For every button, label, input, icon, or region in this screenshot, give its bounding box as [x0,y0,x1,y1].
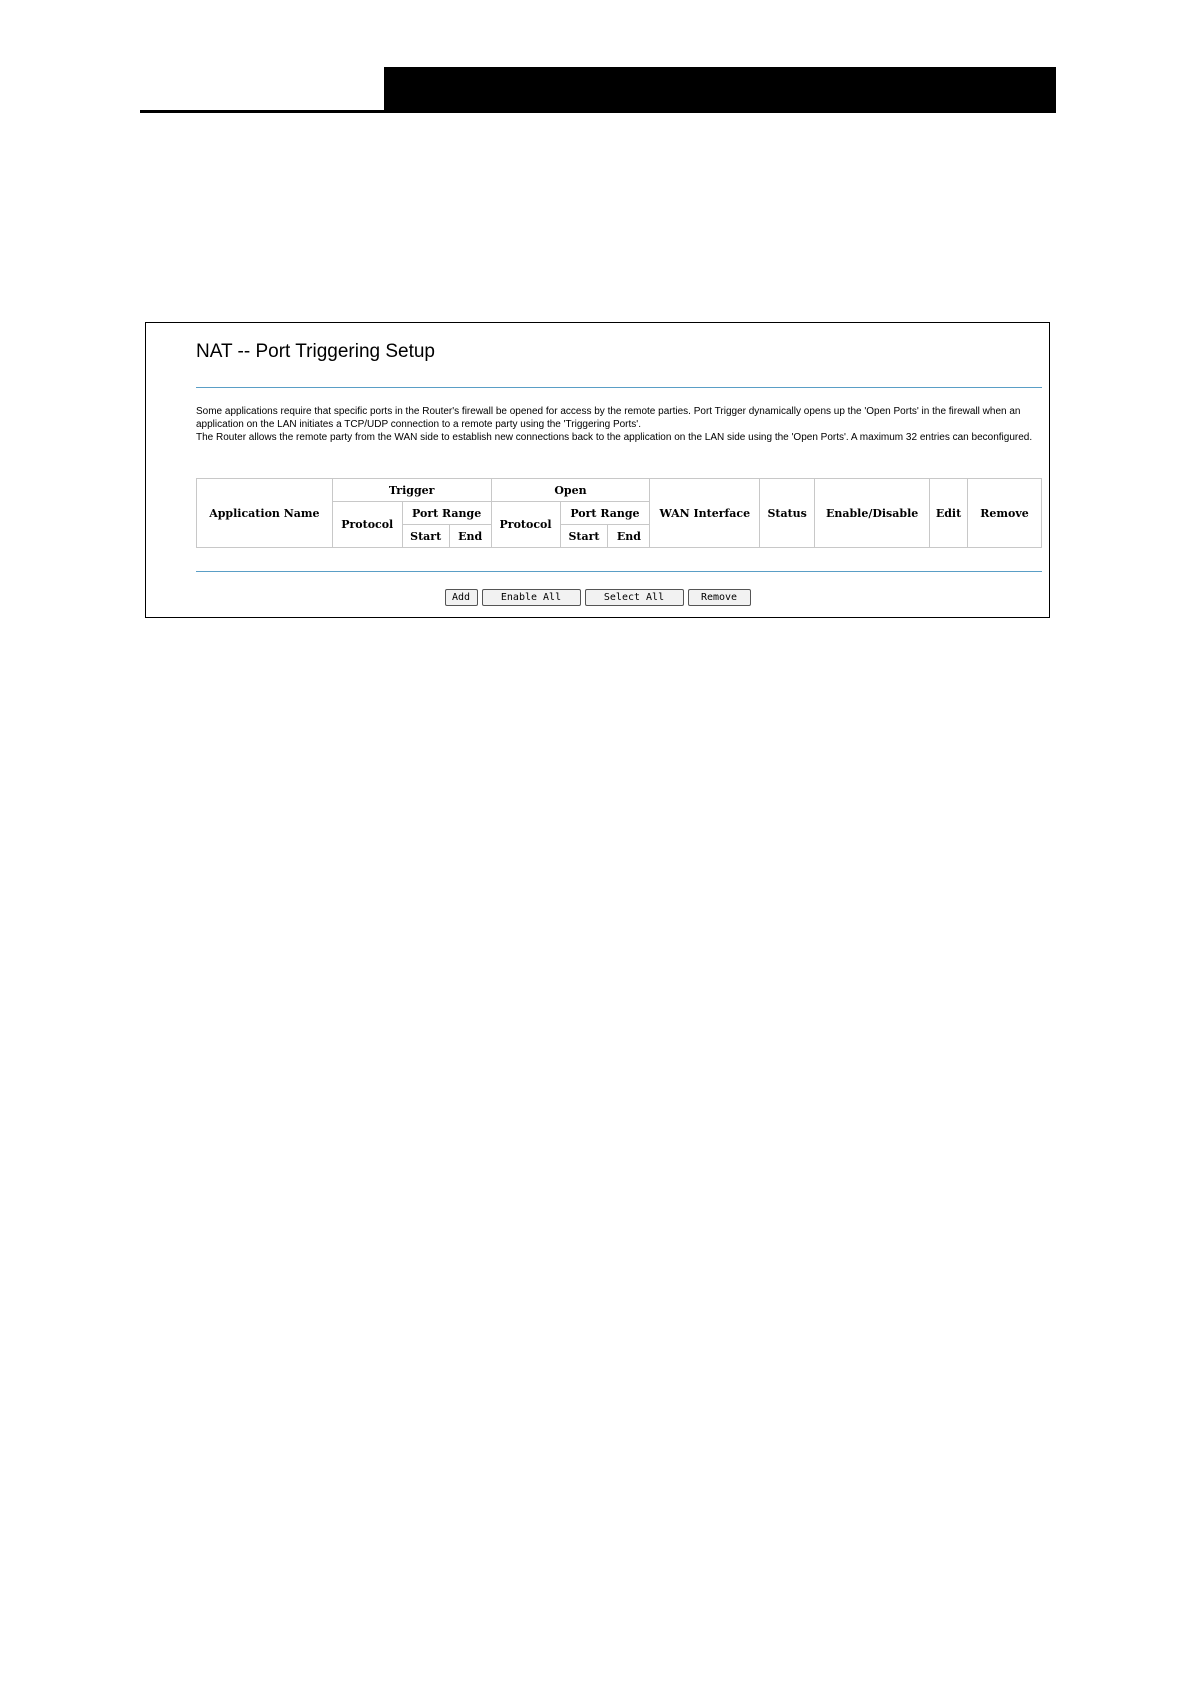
col-remove: Remove [968,479,1042,548]
col-edit: Edit [930,479,968,548]
col-open-protocol: Protocol [491,502,560,548]
col-enable-disable: Enable/Disable [815,479,930,548]
router-screenshot-frame [145,322,1050,618]
col-trigger-start: Start [402,525,449,548]
col-open-start: Start [560,525,608,548]
col-trigger-protocol: Protocol [332,502,402,548]
select-all-button[interactable]: Select All [585,589,684,606]
description [196,405,1042,444]
col-application-name: Application Name [197,479,333,548]
col-status: Status [760,479,815,548]
description-paragraph-1: Some applications require that specific ports in the Router's firewall be opened for access by the remote parties. Port Trigger dynamically opens up the 'Open Ports' in the firewall when an application on the LAN initiates a TCP/UDP connection to a remote party using the 'Triggering Ports'. [196,406,1021,430]
page-title: NAT -- Port Triggering Setup [196,341,436,362]
top-divider [196,387,1042,388]
button-row [146,589,1049,606]
bottom-divider [196,571,1042,572]
col-trigger-port-range: Port Range [402,502,491,525]
document-header-rule [140,110,1056,113]
col-open-port-range: Port Range [560,502,650,525]
enable-all-button[interactable]: Enable All [482,589,581,606]
col-open-end: End [608,525,650,548]
col-trigger: Trigger [332,479,491,502]
col-wan-interface: WAN Interface [650,479,760,548]
col-open: Open [491,479,650,502]
description-paragraph-2: The Router allows the remote party from the WAN side to establish new connections back to the application on the LAN side using the 'Open Ports'. A maximum 32 entries can beconfigured. [196,432,1033,443]
port-triggering-table [196,478,1042,548]
document-header-bar [384,67,1056,110]
add-button[interactable]: Add [445,589,478,606]
col-trigger-end: End [449,525,491,548]
remove-button[interactable]: Remove [688,589,751,606]
